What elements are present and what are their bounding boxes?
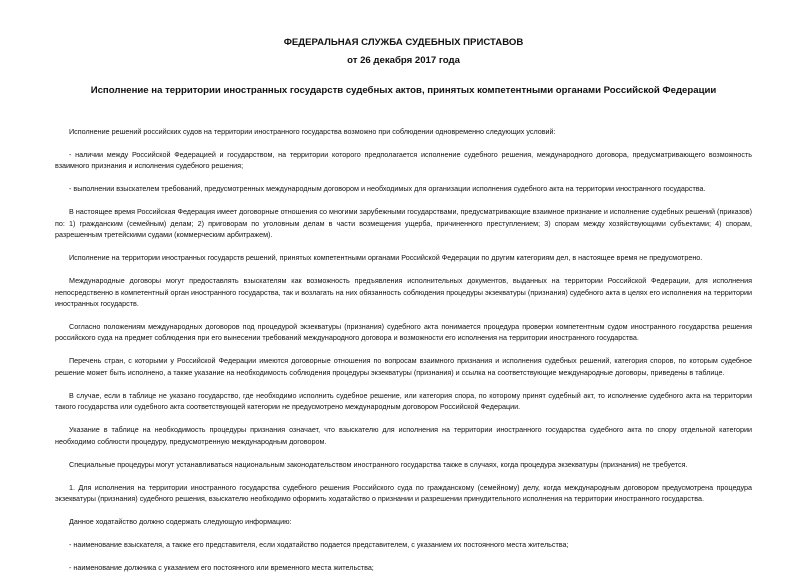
paragraph: - наличии между Российской Федерацией и государством, на территории которого предполагается исполнение судебного решения, международного договора, предусматривающего возможность взаимного признания и исполнения судебного решения;: [55, 150, 752, 171]
paragraph: Перечень стран, с которыми у Российской Федерации имеются договорные отношения по вопросам взаимного признания и исполнения судебных решений, категория споров, по которым судебное решение может быть исполнено, а также указание на необходимость соблюдения процедуры экзекватуры (признания) и ссылка на соответствующие международные договоры, приведены в таблице.: [55, 356, 752, 377]
paragraph: Согласно положениям международных договоров под процедурой экзекватуры (признания) судебного акта понимается процедура проверки компетентным судом иностранного государства решения российского суда на предмет соблюдения при его вынесении требований международного договора и возможности его исполнения на территории иностранного государства.: [55, 322, 752, 343]
paragraph: Исполнение на территории иностранных государств решений, принятых компетентными органами Российской Федерации по другим категориям дел, в настоящее время не предусмотрено.: [69, 253, 703, 263]
paragraph: Исполнение решений российских судов на территории иностранного государства возможно при соблюдении одновременно следующих условий:: [69, 127, 556, 136]
paragraph: - выполнении взыскателем требований, предусмотренных международным договором и необходимых для организации исполнения судебного акта на территории иностранного государства.: [69, 184, 706, 194]
paragraph: Специальные процедуры могут устанавливаться национальным законодательством иностранного государства также в случаях, когда процедура экзекватуры (признания) не требуется.: [69, 459, 688, 469]
document-date: от 26 декабря 2017 года: [347, 55, 460, 66]
document-body: [55, 126, 752, 585]
paragraph: В настоящее время Российская Федерация имеет договорные отношения со многими зарубежными государствами, предусматривающие взаимное признание и исполнение судебных решений (приказов) по: 1) гражданским (семейным) делам; 2) приговорам по уголовным делам в части возмещения ущерба, причиненного преступлением; 3) спорам между хозяйствующими субъектами; 4) спорам, разрешенным третейскими судами (коммерческим арбитражем).: [55, 207, 752, 240]
paragraph: - наименование взыскателя, а также его представителя, если ходатайство подается представителем, с указанием их постоянного места жительства;: [69, 540, 569, 550]
paragraph: В случае, если в таблице не указано государство, где необходимо исполнить судебное решение, или категория спора, по которому принят судебный акт, то исполнение судебного акта на территории такого государства или судебного акта соответствующей категории не предусмотрено международным договором Российской Федерации.: [55, 390, 752, 412]
paragraph: Данное ходатайство должно содержать следующую информацию:: [69, 517, 292, 527]
paragraph: Указание в таблице на необходимость процедуры признания означает, что взыскателю для исполнения на территории иностранного государства судебного акта по спору отдельной категории необходимо соблюсти процедуру, предусмотренную международным договором.: [55, 425, 752, 446]
paragraph: 1. Для исполнения на территории иностранного государства судебного решения Российского суда по гражданскому (семейному) делу, когда международным договором предусмотрена процедура экзекватуры (признания) судебного решения, взыскателю необходимо оформить ходатайство о признании и разрешении принудительного исполнения на территории иностранного государства.: [55, 482, 752, 504]
paragraph: - наименование должника с указанием его постоянного или временного места жительства;: [69, 563, 374, 573]
agency-name: ФЕДЕРАЛЬНАЯ СЛУЖБА СУДЕБНЫХ ПРИСТАВОВ: [283, 37, 524, 48]
document-title: Исполнение на территории иностранных государств судебных актов, принятых компетентными органами Российской Федерации: [90, 85, 717, 96]
paragraph: Международные договоры могут предоставлять взыскателям как возможность предъявления исполнительных документов, выданных на территории Российской Федерации, для исполнения непосредственно в компетентный орган иностранного государства, так и возлагать на них обязанность соблюдения процедуры экзекватуры (признания) судебного акта в целях его исполнения на территории иностранных государств.: [55, 276, 752, 309]
